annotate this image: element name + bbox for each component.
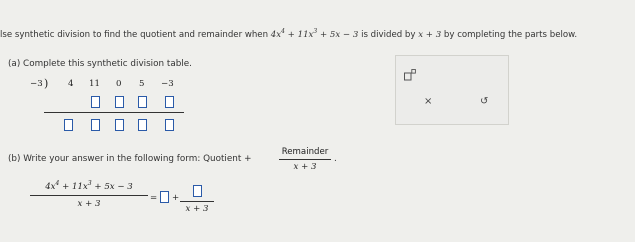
- middle-row-input-4[interactable]: [165, 96, 174, 108]
- question-intro: lse synthetic division to find the quotient and remainder when: [0, 29, 269, 40]
- coefficient-3: 0: [116, 79, 122, 89]
- superscript-template-svg: [404, 69, 416, 81]
- remainder-word: Remainder: [281, 147, 329, 157]
- synthetic-division-table: [30, 76, 190, 138]
- superscript-template-icon[interactable]: [404, 66, 416, 78]
- lhs-numerator: $4x^4 + 11x^3 + 5x - 3$: [45, 180, 133, 192]
- poly-rest: + 5x − 3: [319, 29, 359, 40]
- remainder-denominator: x + 3: [293, 162, 317, 172]
- lhs-fraction: [30, 180, 148, 209]
- divisor-value: −3: [30, 79, 43, 89]
- period: .: [334, 154, 337, 164]
- poly-term-3: + $11x^3$: [287, 28, 318, 40]
- coefficient-2: 11: [89, 79, 100, 89]
- question-text: [0, 28, 577, 40]
- question-suffix: by completing the parts below.: [443, 29, 578, 40]
- rhs-denominator: x + 3: [185, 204, 209, 214]
- coefficient-4: 5: [139, 79, 145, 89]
- question-divisor: x + 3: [418, 29, 442, 40]
- rhs-fraction-bar: [180, 201, 214, 202]
- question-mid: is divided by: [361, 29, 416, 40]
- bottom-row-input-4[interactable]: [138, 119, 147, 131]
- remainder-input[interactable]: [165, 119, 174, 131]
- lhs-fraction-bar: [30, 195, 148, 196]
- bottom-row-input-1[interactable]: [64, 119, 73, 131]
- coefficient-5: −3: [161, 79, 174, 89]
- remainder-fraction: [279, 147, 331, 172]
- clear-icon[interactable]: ×: [424, 96, 433, 107]
- fraction-bar: [279, 159, 331, 160]
- coefficient-1: 4: [68, 79, 74, 89]
- division-line: [44, 112, 184, 113]
- remainder-answer-input[interactable]: [193, 185, 202, 197]
- middle-row-input-3[interactable]: [138, 96, 147, 108]
- quotient-input[interactable]: [160, 191, 169, 203]
- equals-sign: =: [150, 193, 158, 203]
- plus-sign: +: [172, 193, 180, 203]
- part-b-label: (b) Write your answer in the following form: Quotient +: [8, 154, 252, 164]
- bottom-row-input-2[interactable]: [91, 119, 100, 131]
- bottom-row-input-3[interactable]: [115, 119, 124, 131]
- middle-row-input-2[interactable]: [115, 96, 124, 108]
- part-a-label: (a) Complete this synthetic division table.: [8, 59, 192, 69]
- division-bracket: ): [44, 77, 49, 90]
- middle-row-input-1[interactable]: [91, 96, 100, 108]
- undo-icon[interactable]: ↺: [480, 96, 489, 107]
- poly-term-4: $4x^4$: [270, 28, 285, 40]
- lhs-denominator: x + 3: [77, 198, 101, 209]
- rhs-fraction: [180, 180, 214, 214]
